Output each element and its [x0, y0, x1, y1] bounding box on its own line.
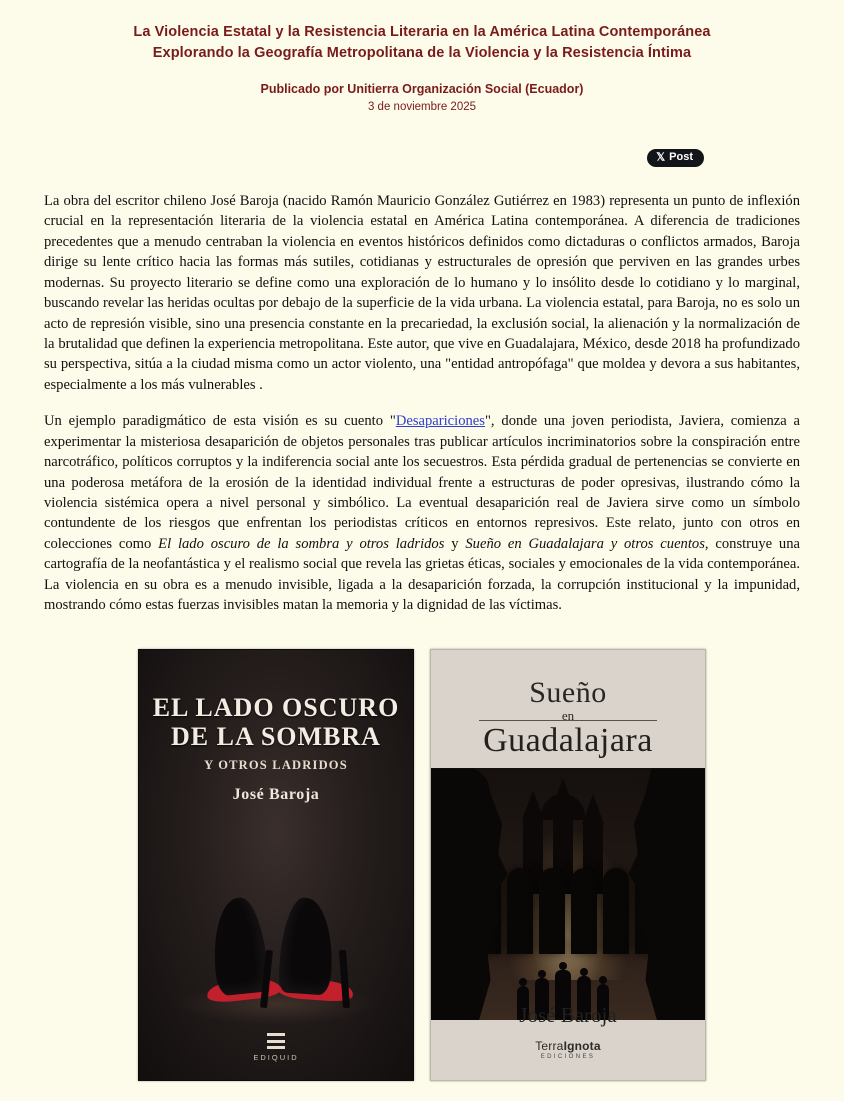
heel-upper-left [208, 896, 270, 997]
cover2-title-word-3: Guadalajara [483, 722, 653, 760]
cover1-title: EL LADO OSCURO DE LA SOMBRA [152, 693, 400, 751]
title-line-1: La Violencia Estatal y la Resistencia Literaria en la América Latina Contemporánea [133, 24, 711, 40]
publisher-line: Publicado por Unitierra Organización Social (Ecuador) [260, 82, 584, 97]
arch [571, 868, 597, 954]
cover1-subtitle: Y OTROS LADRIDOS [204, 758, 348, 773]
cover2-imprint-light: Terra [535, 1039, 564, 1054]
paragraph-2-tail: , construye una cartografía de la neofantástica y el realismo social que revela las grietas éticas, sociales y emocionales de la vida contemporánea. La violencia en su obra es a menudo invisible, ligada a la desaparición forzada, la corrupción institucional y la impunidad, mostrando cómo estas fuerzas invisibles matan la memoria y la dignidad de las víctimas. [44, 535, 801, 614]
x-post-label: Post [669, 151, 693, 164]
cover2-imprint-sub: EDICIONES [540, 1054, 596, 1061]
high-heels-illustration [139, 778, 413, 1008]
cover2-imprint-block [431, 1039, 705, 1060]
x-post-button[interactable] [647, 149, 704, 167]
ediquid-logo-icon [267, 1033, 285, 1049]
book-cover-sueno-en-guadalajara[interactable] [430, 649, 706, 1081]
book-cover-gallery [44, 649, 800, 1081]
book-title-2: Sueño en Guadalajara y otros cuentos [465, 535, 705, 552]
share-row [44, 149, 800, 167]
arch [603, 868, 629, 954]
cover2-title-word-2: en [561, 708, 575, 724]
publication-date: 3 de noviembre 2025 [367, 101, 477, 114]
cover2-author: José Baroja [519, 1003, 617, 1028]
book-cover-el-lado-oscuro[interactable] [138, 649, 414, 1081]
paragraph-2-mid: y [444, 535, 466, 552]
page-title [44, 22, 800, 64]
paragraph-1 [44, 191, 800, 395]
paragraph-2 [44, 411, 800, 615]
arch [507, 868, 533, 954]
cover2-title-word-1: Sueño [529, 676, 607, 710]
paragraph-2-post-link: ", donde una joven periodista, Javiera, comienza a experimentar la misteriosa desaparición de objetos personales tras publicar artículos incriminatorios sobre la conspiración entre narcotráfico, políticos corruptos y la indiferencia social ante los secuestros. Esta pérdida gradual de pertenencias se convierte en una poderosa metáfora de la erosión de la identidad individual frente a estructuras de poder opresivas, ilustrando cómo la violencia sistémica opera a nivel personal y simbólico. La eventual desaparición real de Javiera sirve como un símbolo contundente de los riesgos que enfrentan los periodistas críticos en entornos represivos. Este relato, junto con otros en colecciones como [44, 413, 801, 552]
paragraph-2-pre-link: Un ejemplo paradigmático de esta visión es su cuento " [44, 413, 396, 430]
title-line-2: Explorando la Geografía Metropolitana de la Violencia y la Resistencia Íntima [152, 45, 692, 62]
x-logo-icon: 𝕏 [656, 151, 666, 164]
desapariciones-link[interactable]: Desapariciones [395, 413, 485, 430]
cover1-imprint-label: EDIQUID [253, 1053, 299, 1063]
article-body [44, 191, 800, 615]
heel-upper-right [278, 897, 337, 996]
book-title-1: El lado oscuro de la sombra y otros ladridos [158, 535, 445, 552]
cover1-imprint-block [139, 1033, 413, 1062]
cover1-author: José Baroja [232, 786, 320, 804]
city-silhouette-illustration [431, 768, 705, 1020]
cover2-imprint-bold: Ignota [563, 1039, 601, 1054]
paragraph-1-text: La obra del escritor chileno José Baroja (nacido Ramón Mauricio González Gutiérrez en 1983) representa un punto de inflexión crucial en la representación literaria de la violencia estatal en América Latina contemporánea. A diferencia de tradiciones precedentes que a menudo centraban la violencia en eventos históricos definidos como dictaduras o conflictos armados, Baroja dirige su lente crítico hacia las formas más sutiles, cotidianas y estructurales de opresión que perviven en las grandes urbes modernas. Su proyecto literario se define como una exploración de lo humano y lo insólito desde lo cotidiano y lo marginal, buscando revelar las heridas ocultas por debajo de la superficie de la vida urbana. La violencia estatal, para Baroja, no es solo un acto de represión visible, sino una presencia constante en la precariedad, la exclusión social, la alienación y la normalización de la brutalidad que definen la experiencia metropolitana. Este autor, que vive en Guadalajara, México, desde 2018 ha profundizado su perspectiva, sitúa a la ciudad misma como un actor violento, una "entidad antropófaga" que moldea y devora a sus habitantes, especialmente a los más vulnerables . [44, 193, 800, 393]
arch [539, 868, 565, 954]
